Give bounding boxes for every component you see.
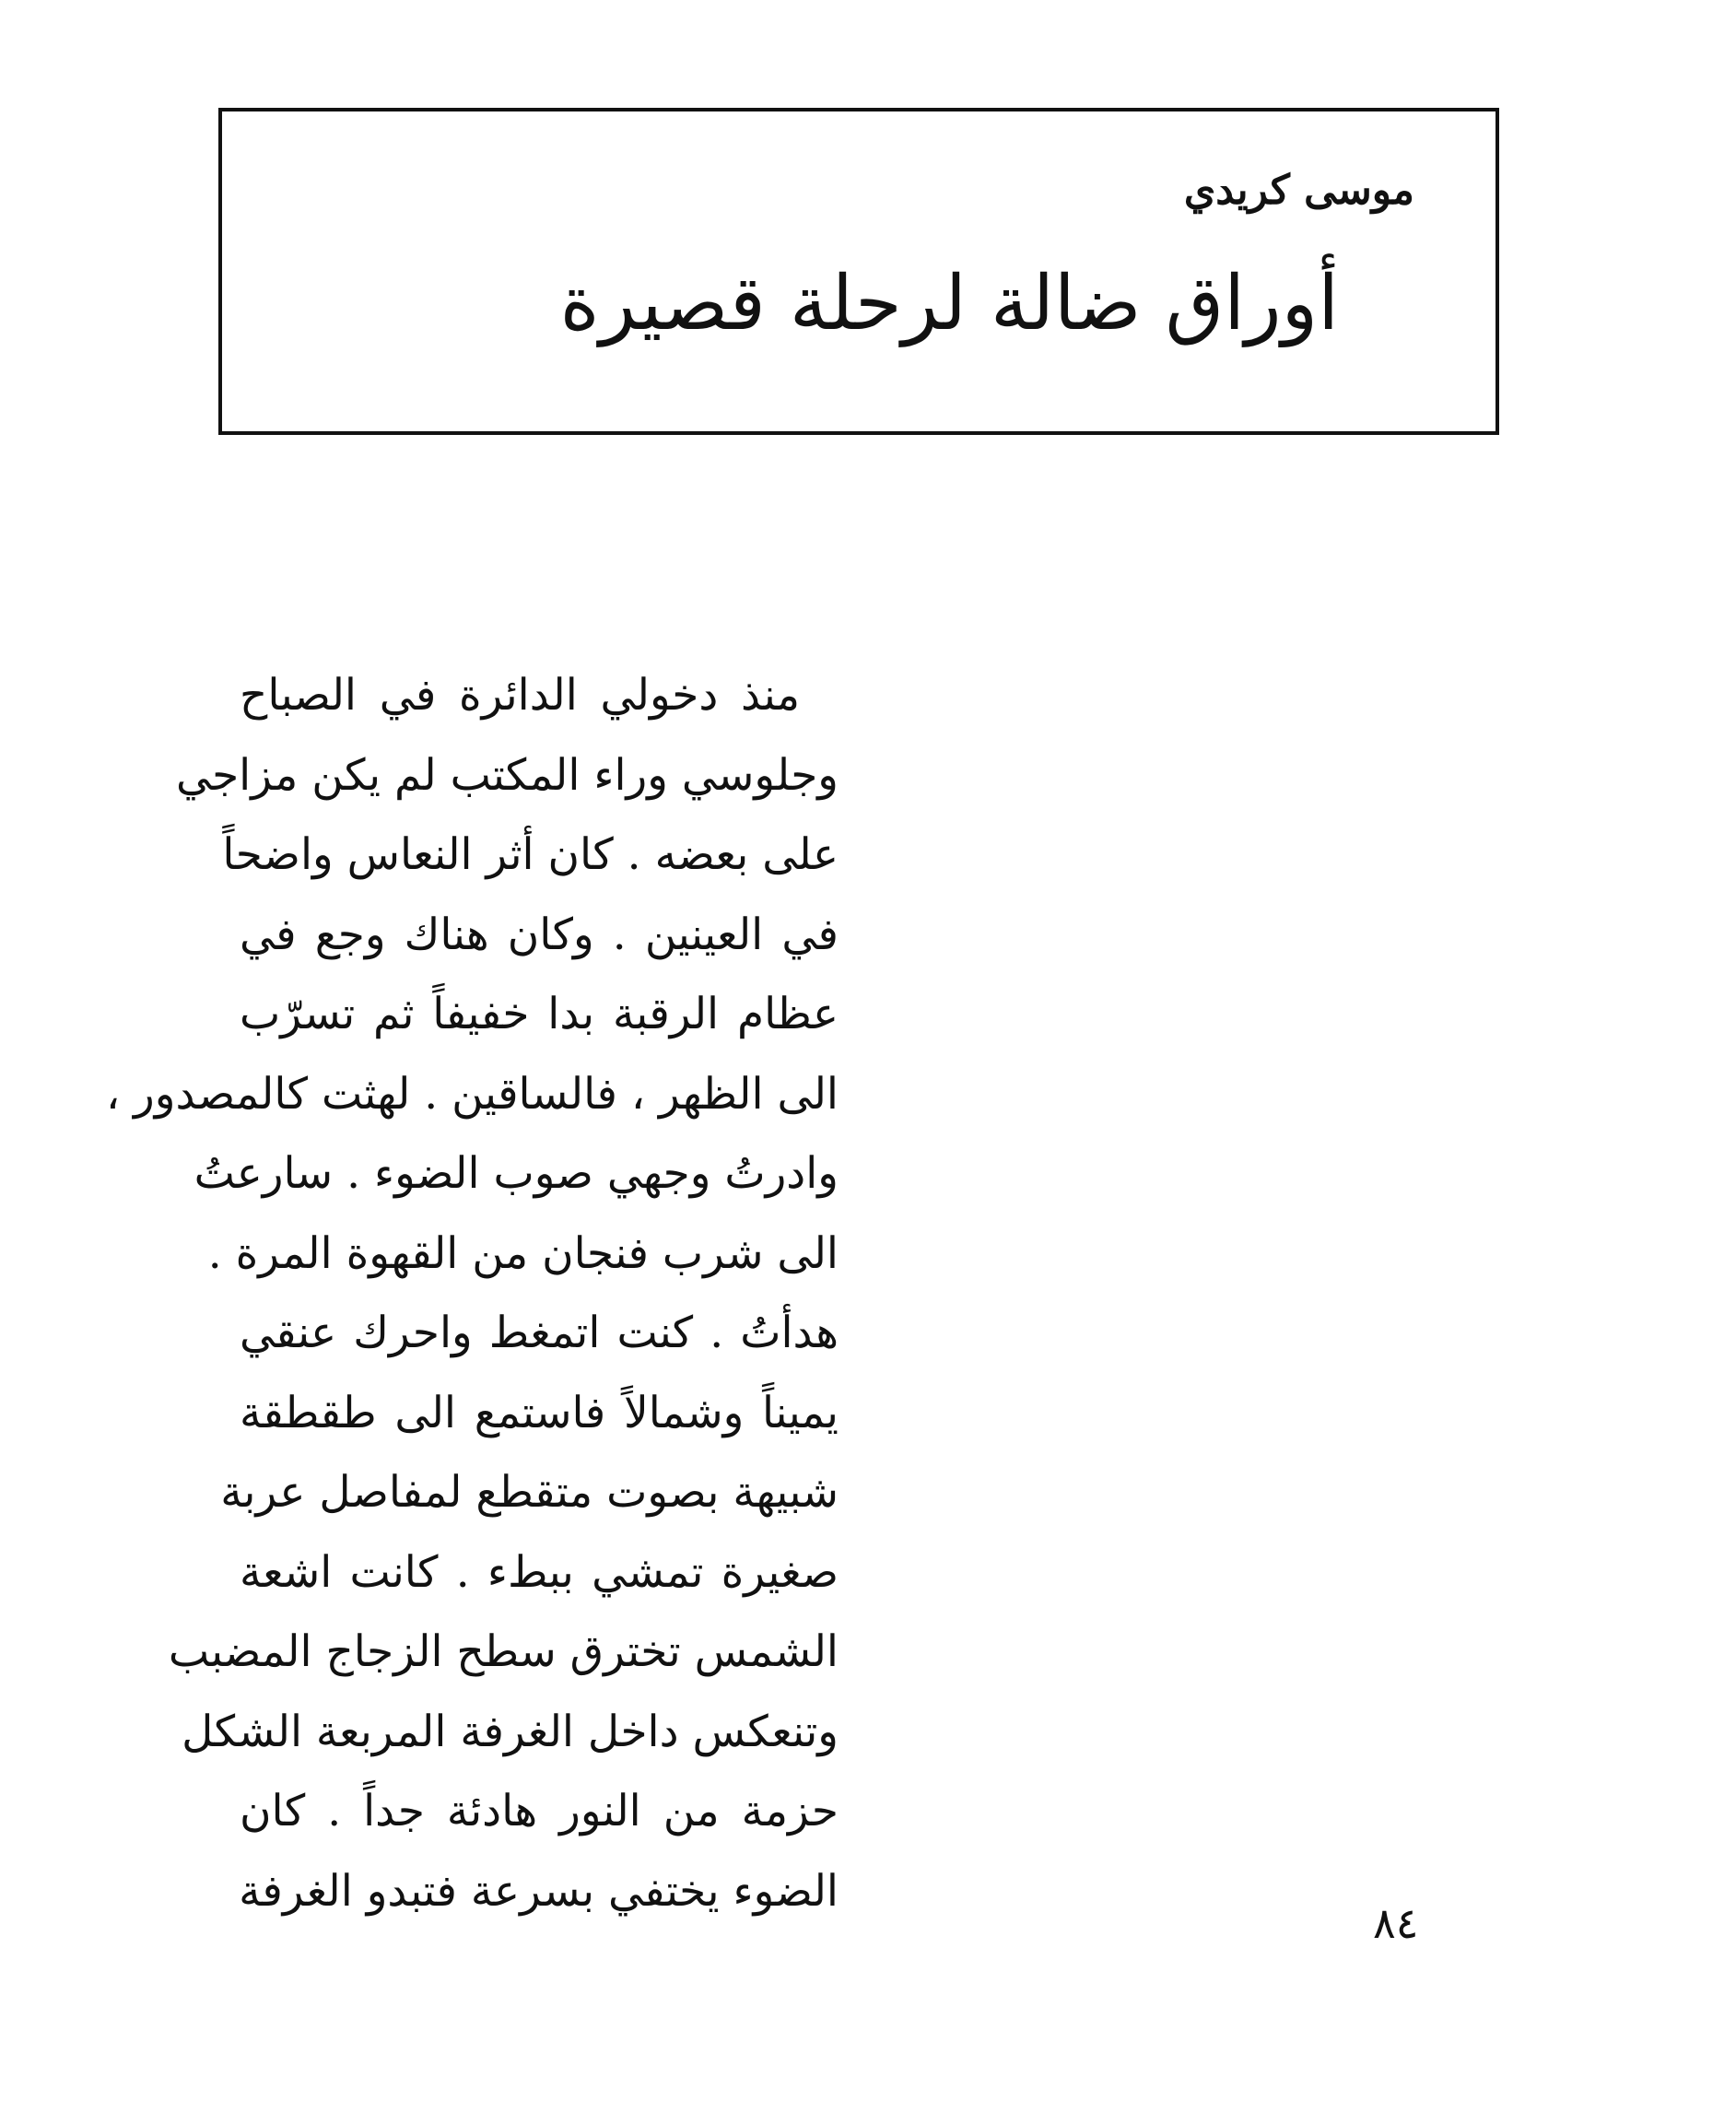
text-line: الى الظهر ، فالساقين . لهثت كالمصدور ، — [105, 1068, 839, 1120]
text-line: وتنعكس داخل الغرفة المربعة الشكل — [182, 1706, 839, 1757]
text-line: صغيرة تمشي ببطء . كانت اشعة — [240, 1546, 839, 1598]
author-name: موسى كريدي — [1183, 167, 1414, 214]
text-line: في العينين . وكان هناك وجع في — [240, 909, 839, 960]
article-title: أوراق ضالة لرحلة قصيرة — [559, 260, 1339, 347]
text-line: وجلوسي وراء المكتب لم يكن مزاجي — [175, 749, 839, 801]
text-line: يميناً وشمالاً فاستمع الى طقطقة — [240, 1387, 839, 1438]
text-line: شبيهة بصوت متقطع لمفاصل عربة — [220, 1467, 839, 1518]
text-line: هدأتُ . كنت اتمغط واحرك عنقي — [240, 1308, 839, 1358]
title-box — [218, 108, 1499, 435]
page-number: ٨٤ — [1373, 1898, 1419, 1948]
article-body — [105, 656, 839, 1931]
text-line: على بعضه . كان أثر النعاس واضحاً — [222, 829, 839, 880]
text-line: الشمس تخترق سطح الزجاج المضبب — [168, 1626, 839, 1677]
text-line: منذ دخولي الدائرة في الصباح — [240, 670, 800, 721]
text-line: حزمة من النور هادئة جداً . كان — [240, 1786, 839, 1836]
text-line: وادرتُ وجهي صوب الضوء . سارعتُ — [194, 1148, 839, 1199]
text-line: عظام الرقبة بدا خفيفاً ثم تسرّب — [240, 989, 839, 1039]
text-line: الى شرب فنجان من القهوة المرة . — [207, 1227, 839, 1279]
text-line: الضوء يختفي بسرعة فتبدو الغرفة — [239, 1865, 839, 1917]
